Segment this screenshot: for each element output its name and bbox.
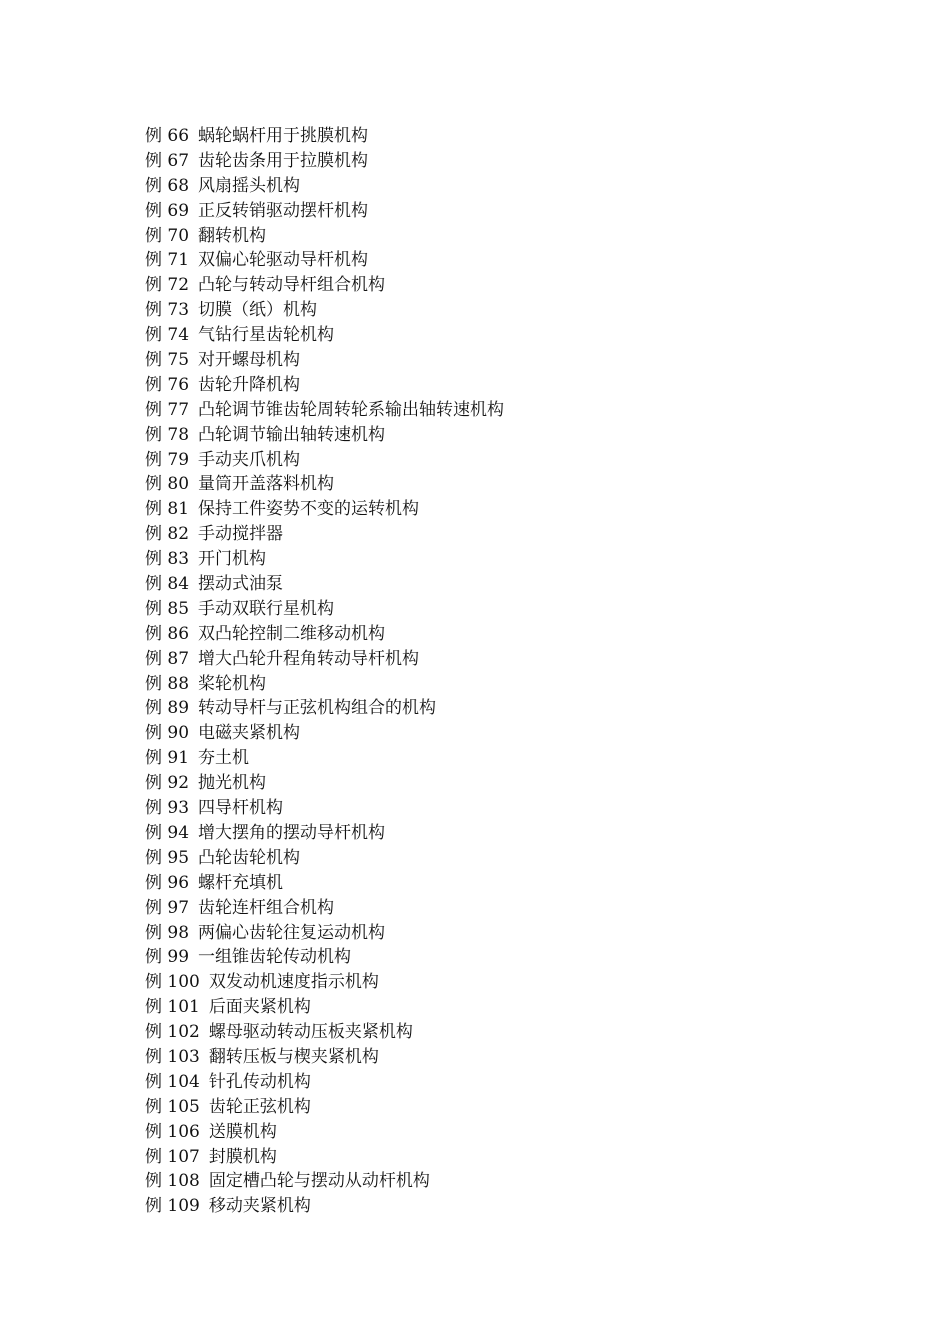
example-title: 四导杆机构 <box>198 798 284 819</box>
example-title: 双发动机速度指示机构 <box>208 972 379 993</box>
example-number: 例 101 <box>145 997 200 1018</box>
list-item <box>145 497 504 522</box>
list-item <box>145 1145 504 1170</box>
example-title: 两偏心齿轮往复运动机构 <box>198 922 386 943</box>
list-item <box>145 995 504 1020</box>
example-number: 例 69 <box>145 200 190 221</box>
example-title: 针孔传动机构 <box>208 1071 311 1092</box>
list-item <box>145 323 504 348</box>
example-title: 气钻行星齿轮机构 <box>198 325 335 346</box>
list-item <box>145 448 504 473</box>
example-title: 对开螺母机构 <box>198 350 301 371</box>
example-number: 例 77 <box>145 399 190 420</box>
example-number: 例 103 <box>145 1046 200 1067</box>
example-number: 例 70 <box>145 225 190 246</box>
example-title: 送膜机构 <box>208 1121 277 1142</box>
example-number: 例 67 <box>145 150 190 171</box>
list-item <box>145 921 504 946</box>
list-item <box>145 224 504 249</box>
example-title: 手动双联行星机构 <box>198 598 335 619</box>
example-title: 开门机构 <box>198 549 267 570</box>
list-item <box>145 771 504 796</box>
list-item <box>145 248 504 273</box>
list-item <box>145 622 504 647</box>
example-title: 摆动式油泵 <box>198 574 284 595</box>
list-item <box>145 1095 504 1120</box>
example-title: 保持工件姿势不变的运转机构 <box>198 499 420 520</box>
example-title: 齿轮升降机构 <box>198 374 301 395</box>
example-number: 例 84 <box>145 574 190 595</box>
list-item <box>145 472 504 497</box>
list-item <box>145 423 504 448</box>
list-item <box>145 896 504 921</box>
list-item <box>145 1070 504 1095</box>
list-item <box>145 522 504 547</box>
example-number: 例 94 <box>145 822 190 843</box>
list-item <box>145 547 504 572</box>
list-item <box>145 1045 504 1070</box>
example-number: 例 95 <box>145 847 190 868</box>
example-number: 例 92 <box>145 773 190 794</box>
example-title: 增大凸轮升程角转动导杆机构 <box>198 648 420 669</box>
example-title: 移动夹紧机构 <box>208 1196 311 1217</box>
example-title: 齿轮正弦机构 <box>208 1096 311 1117</box>
example-number: 例 89 <box>145 698 190 719</box>
example-title: 螺杆充填机 <box>198 872 284 893</box>
example-number: 例 76 <box>145 374 190 395</box>
example-number: 例 88 <box>145 673 190 694</box>
list-item <box>145 696 504 721</box>
list-item <box>145 1194 504 1219</box>
list-item <box>145 174 504 199</box>
example-title: 抛光机构 <box>198 773 267 794</box>
example-title: 翻转压板与楔夹紧机构 <box>208 1046 379 1067</box>
list-item <box>145 746 504 771</box>
example-number: 例 72 <box>145 275 190 296</box>
list-item <box>145 199 504 224</box>
example-number: 例 93 <box>145 798 190 819</box>
example-title: 螺母驱动转动压板夹紧机构 <box>208 1022 413 1043</box>
example-number: 例 79 <box>145 449 190 470</box>
list-item <box>145 572 504 597</box>
example-number: 例 83 <box>145 549 190 570</box>
example-title: 量筒开盖落料机构 <box>198 474 335 495</box>
list-item <box>145 821 504 846</box>
list-item <box>145 1020 504 1045</box>
example-title: 双凸轮控制二维移动机构 <box>198 623 386 644</box>
example-number: 例 68 <box>145 175 190 196</box>
example-number: 例 74 <box>145 325 190 346</box>
example-number: 例 91 <box>145 748 190 769</box>
list-item <box>145 398 504 423</box>
example-number: 例 86 <box>145 623 190 644</box>
example-title: 风扇摇头机构 <box>198 175 301 196</box>
list-item <box>145 672 504 697</box>
example-title: 手动搅拌器 <box>198 524 284 545</box>
list-item <box>145 298 504 323</box>
example-number: 例 82 <box>145 524 190 545</box>
example-number: 例 106 <box>145 1121 200 1142</box>
example-title: 固定槽凸轮与摆动从动杆机构 <box>208 1171 430 1192</box>
example-title: 凸轮与转动导杆组合机构 <box>198 275 386 296</box>
example-title: 封膜机构 <box>208 1146 277 1167</box>
example-number: 例 80 <box>145 474 190 495</box>
list-item <box>145 846 504 871</box>
list-item <box>145 597 504 622</box>
example-number: 例 96 <box>145 872 190 893</box>
example-number: 例 81 <box>145 499 190 520</box>
example-number: 例 109 <box>145 1196 200 1217</box>
example-title: 凸轮齿轮机构 <box>198 847 301 868</box>
list-item <box>145 348 504 373</box>
example-title: 电磁夹紧机构 <box>198 723 301 744</box>
list-item <box>145 149 504 174</box>
list-item <box>145 871 504 896</box>
example-number: 例 108 <box>145 1171 200 1192</box>
example-number: 例 99 <box>145 947 190 968</box>
example-title: 手动夹爪机构 <box>198 449 301 470</box>
example-number: 例 73 <box>145 300 190 321</box>
list-item <box>145 1169 504 1194</box>
example-title: 翻转机构 <box>198 225 267 246</box>
example-number: 例 71 <box>145 250 190 271</box>
example-title: 桨轮机构 <box>198 673 267 694</box>
example-title: 后面夹紧机构 <box>208 997 311 1018</box>
example-title: 齿轮齿条用于拉膜机构 <box>198 150 369 171</box>
list-item <box>145 970 504 995</box>
list-item <box>145 373 504 398</box>
mechanism-example-list <box>145 124 504 1219</box>
list-item <box>145 124 504 149</box>
example-number: 例 105 <box>145 1096 200 1117</box>
list-item <box>145 945 504 970</box>
example-number: 例 107 <box>145 1146 200 1167</box>
example-title: 齿轮连杆组合机构 <box>198 897 335 918</box>
list-item <box>145 1120 504 1145</box>
example-number: 例 104 <box>145 1071 200 1092</box>
example-number: 例 100 <box>145 972 200 993</box>
example-number: 例 90 <box>145 723 190 744</box>
example-title: 转动导杆与正弦机构组合的机构 <box>198 698 437 719</box>
example-number: 例 97 <box>145 897 190 918</box>
example-title: 切膜（纸）机构 <box>198 300 318 321</box>
example-title: 蜗轮蜗杆用于挑膜机构 <box>198 126 369 146</box>
list-item <box>145 721 504 746</box>
list-item <box>145 273 504 298</box>
example-title: 一组锥齿轮传动机构 <box>198 947 352 968</box>
example-title: 凸轮调节输出轴转速机构 <box>198 424 386 445</box>
example-number: 例 78 <box>145 424 190 445</box>
example-number: 例 102 <box>145 1022 200 1043</box>
example-number: 例 66 <box>145 126 190 146</box>
example-number: 例 75 <box>145 350 190 371</box>
example-number: 例 85 <box>145 598 190 619</box>
example-number: 例 98 <box>145 922 190 943</box>
example-title: 正反转销驱动摆杆机构 <box>198 200 369 221</box>
example-title: 双偏心轮驱动导杆机构 <box>198 250 369 271</box>
list-item <box>145 796 504 821</box>
example-title: 凸轮调节锥齿轮周转轮系输出轴转速机构 <box>198 399 505 420</box>
example-title: 增大摆角的摆动导杆机构 <box>198 822 386 843</box>
example-number: 例 87 <box>145 648 190 669</box>
example-title: 夯土机 <box>198 748 250 769</box>
list-item <box>145 647 504 672</box>
